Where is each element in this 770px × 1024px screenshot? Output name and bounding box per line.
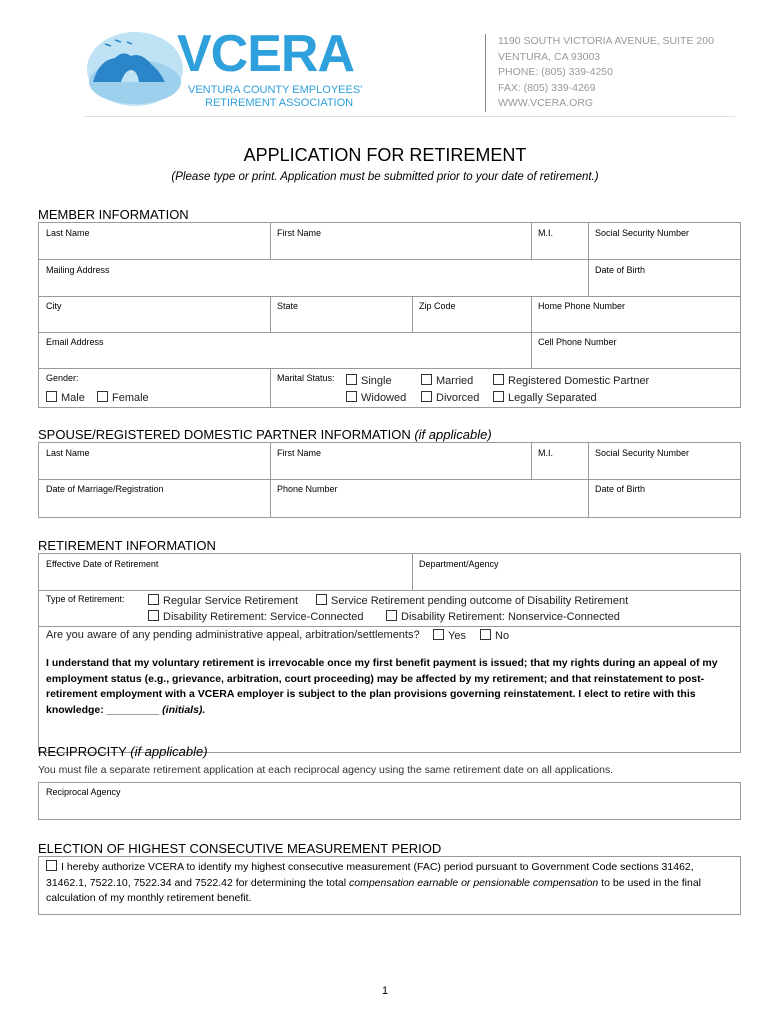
spouse-phone-field[interactable]: Phone Number	[277, 484, 338, 494]
pending-disability-checkbox[interactable]: Service Retirement pending outcome of Disability Retirement	[316, 594, 628, 607]
retirement-grid	[38, 553, 741, 753]
appeal-question: Are you aware of any pending administrative appeal, arbitration/settlements?	[46, 629, 420, 641]
spouse-heading: SPOUSE/REGISTERED DOMESTIC PARTNER INFORMATION (if applicable)	[38, 427, 492, 442]
fac-authorize-checkbox[interactable]	[46, 860, 57, 871]
reciprocity-grid	[38, 782, 741, 820]
gender-label: Gender:	[46, 373, 79, 383]
address-line: VENTURA, CA 93003	[498, 50, 601, 63]
spouse-dob-field[interactable]: Date of Birth	[595, 484, 646, 494]
checkbox-icon	[97, 391, 108, 402]
page-number: 1	[381, 985, 389, 997]
election-heading: ELECTION OF HIGHEST CONSECUTIVE MEASUREMENT PERIOD	[38, 841, 442, 856]
logo-subtitle-1: VENTURA COUNTY EMPLOYEES'	[188, 84, 363, 96]
checkbox-icon	[480, 629, 491, 640]
spouse-last-name-field[interactable]: Last Name	[46, 448, 90, 458]
retirement-statement: I understand that my voluntary retirement is irrevocable once my first benefit payment is issued; that my rights during an appeal of my employment status (e.g., grievance, arbitration, court proceeding) may be affected by my retirement; and that reinstatement to post-retirement employment with a VCERA employer is subject to the plan provisions governing reinstatement. I elect to retire with this knowledge: _________ (initials).	[46, 657, 718, 716]
marriage-date-field[interactable]: Date of Marriage/Registration	[46, 484, 164, 494]
ssn-field[interactable]: Social Security Number	[595, 228, 690, 238]
last-name-field[interactable]: Last Name	[46, 228, 90, 238]
cell-phone-field[interactable]: Cell Phone Number	[538, 337, 617, 347]
first-name-field[interactable]: First Name	[277, 228, 322, 238]
email-field[interactable]: Email Address	[46, 337, 104, 347]
dob-field[interactable]: Date of Birth	[595, 265, 646, 275]
reciprocity-heading: RECIPROCITY (if applicable)	[38, 744, 208, 759]
appeal-yes-checkbox[interactable]: Yes	[433, 629, 466, 642]
mi-field[interactable]: M.I.	[538, 228, 553, 238]
spouse-grid	[38, 442, 741, 518]
widowed-checkbox[interactable]: Widowed	[346, 391, 406, 404]
logo-island-icon	[85, 30, 185, 108]
checkbox-icon	[346, 391, 357, 402]
address-line: 1190 SOUTH VICTORIA AVENUE, SUITE 200	[498, 35, 714, 47]
member-grid	[38, 222, 741, 408]
single-checkbox[interactable]: Single	[346, 374, 392, 387]
regular-service-checkbox[interactable]: Regular Service Retirement	[148, 594, 298, 607]
disability-nonservice-checkbox[interactable]: Disability Retirement: Nonservice-Connected	[386, 610, 620, 623]
retirement-heading: RETIREMENT INFORMATION	[38, 538, 216, 553]
marital-label: Marital Status:	[277, 373, 335, 383]
effective-date-field[interactable]: Effective Date of Retirement	[46, 559, 159, 569]
male-checkbox[interactable]: Male	[46, 391, 85, 404]
married-checkbox[interactable]: Married	[421, 374, 473, 387]
checkbox-icon	[46, 391, 57, 402]
logo-wordmark: VCERA	[177, 25, 355, 83]
logo-subtitle-2: RETIREMENT ASSOCIATION	[205, 97, 354, 109]
spouse-mi-field[interactable]: M.I.	[538, 448, 553, 458]
initials-blank[interactable]: _________	[106, 703, 160, 716]
checkbox-icon	[148, 610, 159, 621]
header-divider	[85, 116, 735, 117]
disability-service-checkbox[interactable]: Disability Retirement: Service-Connected	[148, 610, 364, 623]
separated-checkbox[interactable]: Legally Separated	[493, 391, 597, 404]
spouse-ssn-field[interactable]: Social Security Number	[595, 448, 690, 458]
checkbox-icon	[433, 629, 444, 640]
address-line: WWW.VCERA.ORG	[498, 97, 594, 109]
checkbox-icon	[493, 391, 504, 402]
department-field[interactable]: Department/Agency	[419, 559, 499, 569]
election-statement: I hereby authorize VCERA to identify my highest consecutive measurement (FAC) period pursuant to Government Code sections 31462, 31462.1, 7522.10, 7522.34 and 7522.42 for determining the total compensation earnable or pensionable compensation to be used in the final calculation of my monthly retirement benefit.	[46, 861, 702, 904]
election-grid	[38, 856, 741, 915]
retirement-type-label: Type of Retirement:	[46, 594, 125, 604]
address-block	[485, 34, 714, 112]
address-line: PHONE: (805) 339-4250	[498, 66, 613, 78]
state-field[interactable]: State	[277, 301, 299, 311]
checkbox-icon	[386, 610, 397, 621]
divorced-checkbox[interactable]: Divorced	[421, 391, 479, 404]
checkbox-icon	[421, 391, 432, 402]
reciprocal-agency-field[interactable]: Reciprocal Agency	[46, 787, 121, 797]
checkbox-icon	[316, 594, 327, 605]
address-line: FAX: (805) 339-4269	[498, 81, 596, 94]
zip-field[interactable]: Zip Code	[419, 301, 456, 311]
checkbox-icon	[148, 594, 159, 605]
checkbox-icon	[346, 374, 357, 385]
reciprocity-note: You must file a separate retirement application at each reciprocal agency using the same retirement date on all applications.	[38, 764, 614, 776]
spouse-first-name-field[interactable]: First Name	[277, 448, 322, 458]
checkbox-icon	[421, 374, 432, 385]
mailing-address-field[interactable]: Mailing Address	[46, 265, 110, 275]
city-field[interactable]: City	[46, 301, 62, 311]
page-subtitle: (Please type or print. Application must be submitted prior to your date of retirement.)	[171, 171, 599, 183]
page-title: APPLICATION FOR RETIREMENT	[243, 145, 527, 165]
vcera-logo	[85, 25, 363, 110]
member-heading: MEMBER INFORMATION	[38, 207, 189, 222]
rdp-checkbox[interactable]: Registered Domestic Partner	[493, 374, 649, 387]
female-checkbox[interactable]: Female	[97, 391, 149, 404]
appeal-no-checkbox[interactable]: No	[480, 629, 509, 642]
checkbox-icon	[493, 374, 504, 385]
home-phone-field[interactable]: Home Phone Number	[538, 301, 626, 311]
